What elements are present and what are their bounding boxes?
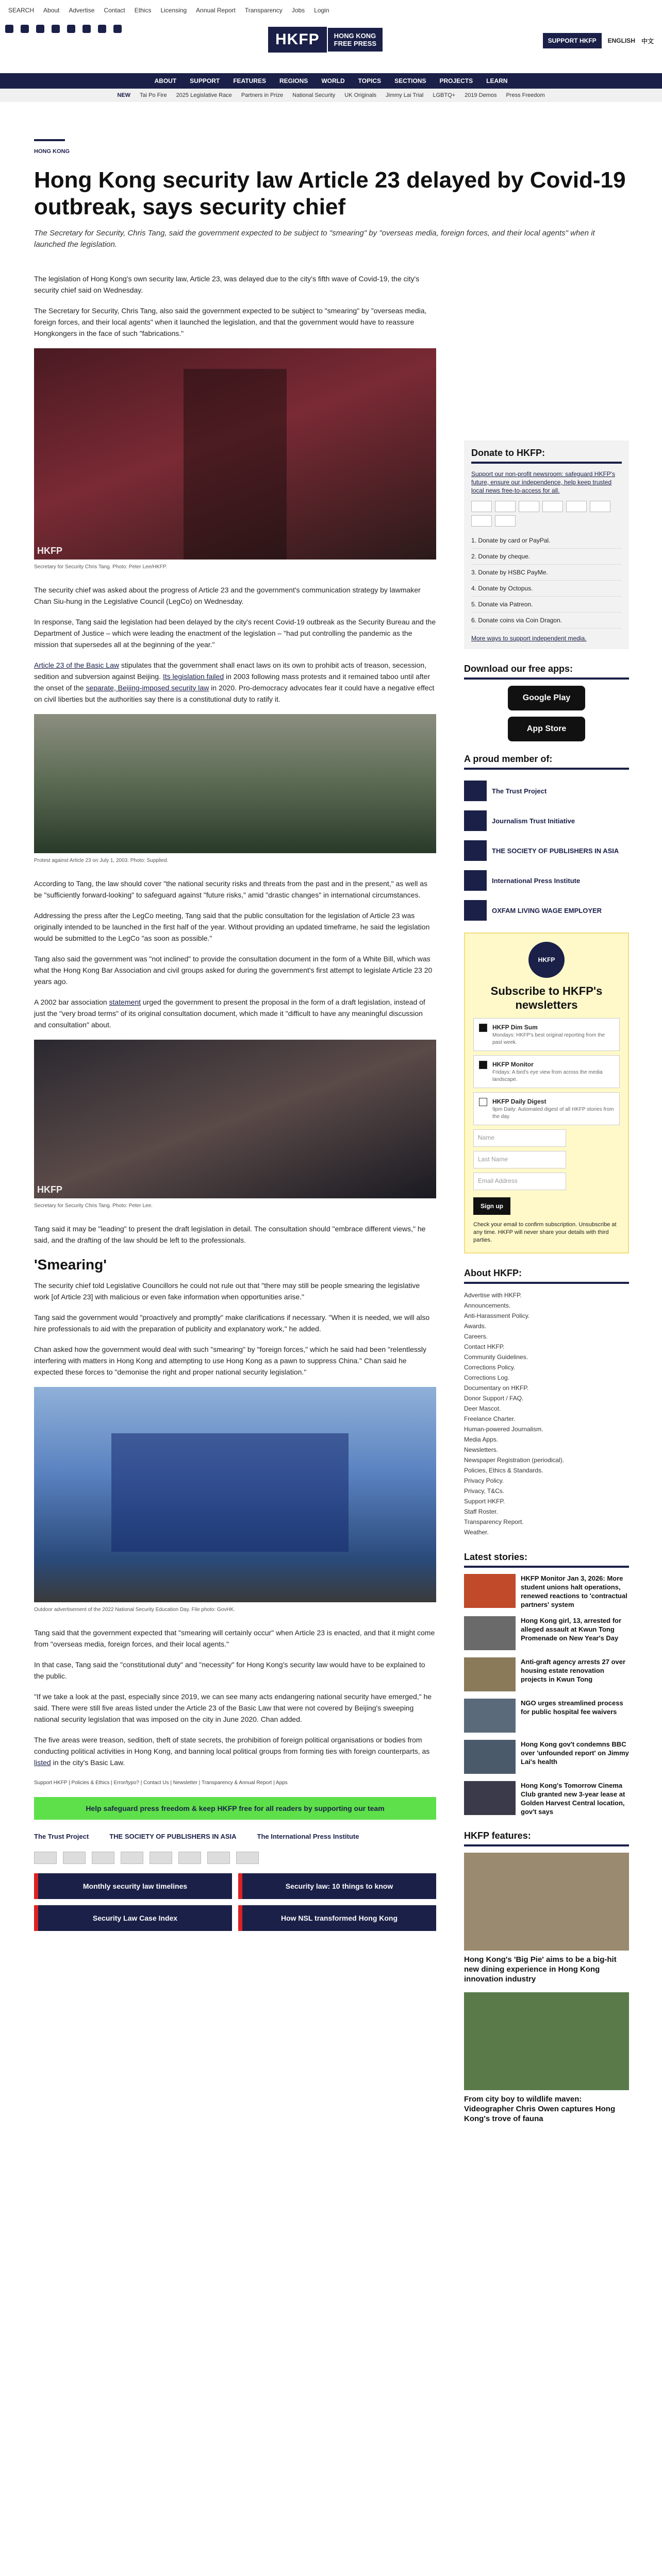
visa-icon[interactable] xyxy=(63,1852,86,1864)
top-link[interactable]: Contact xyxy=(104,7,125,14)
about-item[interactable]: Donor Support / FAQ. xyxy=(464,1395,524,1402)
latest-story[interactable] xyxy=(464,1616,629,1650)
btn-ten-things[interactable]: Security law: 10 things to know xyxy=(238,1873,436,1899)
lang-chinese[interactable]: 中文 xyxy=(641,37,654,45)
paragraph-text: The five areas were treason, sedition, theft of state secrets, the prohibition of foreign political organisations or bodies from conducting political activities in Hong Kong, and banning local political groups from forming ties with foreign counterparts, as xyxy=(34,1736,430,1755)
ipi-logo[interactable]: The International Press Institute xyxy=(257,1833,359,1840)
about-item[interactable]: Careers. xyxy=(464,1333,488,1340)
logo-mark: HKFP xyxy=(268,27,327,53)
member-logo[interactable] xyxy=(464,866,629,895)
about-item[interactable]: Media Apps. xyxy=(464,1436,499,1443)
top-link[interactable]: Licensing xyxy=(160,7,187,14)
payme-icon[interactable] xyxy=(150,1852,172,1864)
photo-caption: Outdoor advertisement of the 2022 National Security Education Day. File photo: GovHK. xyxy=(34,1607,236,1613)
nav-item[interactable]: FEATURES xyxy=(233,77,266,84)
photo-billboard xyxy=(34,1387,436,1602)
paragraph: The legislation of Hong Kong's own security law, Article 23, was delayed due to the city's fifth wave of Covid-19, the city's security chief said on Wednesday. xyxy=(34,275,420,294)
features-title: HKFP features: xyxy=(464,1831,629,1846)
donate-item[interactable]: 5. Donate via Patreon. xyxy=(471,597,622,613)
sidebar xyxy=(464,440,629,2132)
photo-caption: Protest against Article 23 on July 1, 2003. Photo: Supplied. xyxy=(34,858,169,863)
nav-item[interactable]: LEARN xyxy=(486,77,508,84)
subnav-item[interactable]: UK Originals xyxy=(344,92,377,98)
paypal-icon[interactable] xyxy=(542,501,563,512)
latest-story[interactable] xyxy=(464,1740,629,1774)
paragraph: Chan asked how the government would deal with such "smearing" by "foreign forces," which he said had been "relentlessly interfering with matters in Hong Kong and attempting to use Hong Kong as a pawn to suppress China." Chan said he expected these forces to "demonise the right and proper national security legislation." xyxy=(34,1345,427,1376)
about-item[interactable]: Corrections Policy. xyxy=(464,1364,516,1371)
story-thumbnail[interactable] xyxy=(464,1781,516,1815)
paragraph xyxy=(34,659,436,705)
article-body xyxy=(34,273,436,1931)
instagram-icon[interactable] xyxy=(36,25,44,33)
nav-item[interactable]: PROJECTS xyxy=(439,77,473,84)
feature-image[interactable] xyxy=(464,1992,629,2090)
story-thumbnail[interactable] xyxy=(464,1616,516,1650)
about-item[interactable]: Announcements. xyxy=(464,1302,511,1309)
jti-icon xyxy=(464,810,487,831)
member-name: THE SOCIETY OF PUBLISHERS IN ASIA xyxy=(492,846,619,855)
newsletter-option[interactable] xyxy=(473,1018,620,1051)
top-link[interactable]: Transparency xyxy=(244,7,283,14)
latest-story[interactable] xyxy=(464,1781,629,1816)
paragraph: Tang said the government would "proactively and promptly" make clarifications if necessary. "When it is needed, we will also hire professionals to aid with the preparation of publicity and explanatory work," he added. xyxy=(34,1313,430,1333)
feature-story[interactable] xyxy=(464,1853,629,1984)
mastercard-icon[interactable] xyxy=(34,1852,57,1864)
about-item[interactable]: Transparency Report. xyxy=(464,1518,524,1526)
subnav-item[interactable]: 2019 Demos xyxy=(465,92,497,98)
new-badge: NEW xyxy=(117,92,130,98)
about-item[interactable]: Staff Roster. xyxy=(464,1508,498,1515)
signup-button[interactable]: Sign up xyxy=(473,1197,510,1215)
member-logo[interactable] xyxy=(464,776,629,806)
email-input[interactable]: Email Address xyxy=(473,1173,566,1190)
newsletter-option-text xyxy=(492,1098,614,1120)
about-title: About HKFP: xyxy=(464,1268,629,1284)
story-thumbnail[interactable] xyxy=(464,1574,516,1608)
name-input[interactable]: Name xyxy=(473,1129,566,1147)
oxfam-icon xyxy=(464,900,487,921)
feature-title[interactable]: Hong Kong's 'Big Pie' aims to be a big-hit new dining experience in Hong Kong innovation industry xyxy=(464,1955,617,1984)
nav-item[interactable]: SUPPORT xyxy=(190,77,220,84)
youtube-icon[interactable] xyxy=(82,25,91,33)
newsletter-option[interactable] xyxy=(473,1055,620,1088)
patreon-icon[interactable] xyxy=(471,515,492,527)
about-item[interactable]: Contact HKFP. xyxy=(464,1343,505,1350)
top-link[interactable]: Login xyxy=(314,7,329,14)
photo-press-scrum xyxy=(34,1040,436,1198)
donate-intro[interactable]: Support our non-profit newsroom: safeguard HKFP's future, ensure our independence, help keep trusted local news free-to-access for all. xyxy=(471,470,616,494)
member-name: OXFAM LIVING WAGE EMPLOYER xyxy=(492,906,602,914)
x-icon[interactable] xyxy=(21,25,29,33)
paragraph-text: in the city's Basic Law. xyxy=(51,1758,125,1767)
about-item[interactable]: Corrections Log. xyxy=(464,1374,510,1381)
photo-caption: Secretary for Security Chris Tang. Photo: Peter Lee/HKFP. xyxy=(34,564,168,570)
donate-item[interactable]: 6. Donate coins via Coin Dragon. xyxy=(471,613,622,629)
rss-icon[interactable] xyxy=(113,25,122,33)
story-title[interactable]: Hong Kong girl, 13, arrested for alleged assault at Kwun Tong Promenade on New Year's Day xyxy=(521,1617,622,1642)
photo-chris-tang xyxy=(34,348,436,560)
about-item[interactable]: Privacy, T&Cs. xyxy=(464,1487,505,1495)
about-item[interactable]: Advertise with HKFP. xyxy=(464,1292,522,1299)
feature-image[interactable] xyxy=(464,1853,629,1951)
checkbox[interactable] xyxy=(479,1098,487,1106)
story-title[interactable]: Hong Kong's Tomorrow Cinema Club granted new 3-year lease at Golden Harvest Central location, gov't says xyxy=(521,1782,625,1816)
octopus-icon[interactable] xyxy=(590,501,610,512)
about-item[interactable]: Newspaper Registration (periodical). xyxy=(464,1456,565,1464)
article-header xyxy=(34,139,632,250)
story-title[interactable]: Hong Kong gov't condemns BBC over 'unfounded report' on Jimmy Lai's health xyxy=(521,1740,629,1766)
nav-item[interactable]: ABOUT xyxy=(154,77,177,84)
subnav-item[interactable]: Press Freedom xyxy=(506,92,545,98)
paragraph xyxy=(34,1734,436,1768)
nav-item[interactable]: REGIONS xyxy=(279,77,308,84)
newsletter-desc: Fridays: A bird's eye view from across the media landscape. xyxy=(492,1070,603,1082)
donate-item[interactable]: 2. Donate by cheque. xyxy=(471,549,622,565)
article-category[interactable]: HONG KONG xyxy=(34,148,70,155)
newsletter-name: HKFP Daily Digest xyxy=(492,1098,547,1105)
top-link[interactable]: Jobs xyxy=(291,7,305,14)
paragraph: The security chief was asked about the progress of Article 23 and the government's communication strategy by lawmaker Chan Siu-hung in the Legislative Council (LegCo) on Wednesday. xyxy=(34,586,421,605)
top-link[interactable]: About xyxy=(43,7,60,14)
about-item[interactable]: Freelance Charter. xyxy=(464,1415,516,1422)
link-statement[interactable]: statement xyxy=(109,998,141,1006)
logo-line: FREE PRESS xyxy=(334,40,377,47)
last-name-input[interactable]: Last Name xyxy=(473,1151,566,1168)
spa-icon xyxy=(464,840,487,861)
visa-icon[interactable] xyxy=(495,501,516,512)
newsletter-name: HKFP Dim Sum xyxy=(492,1024,538,1031)
paragraph-text: stipulates that the government shall enact laws on its own to prohibit acts of treason, secession, sedition and subversion against Beijing. xyxy=(34,661,427,681)
paragraph-text: A 2002 bar association xyxy=(34,998,109,1006)
latest-story[interactable] xyxy=(464,1574,629,1609)
patreon-icon[interactable] xyxy=(207,1852,230,1864)
newsletter-desc: Mondays: HKFP's best original reporting from the past week. xyxy=(492,1032,605,1045)
security-law-buttons xyxy=(34,1873,436,1931)
paragraph xyxy=(34,996,436,1030)
paragraph-text: in 2003 following mass protests and it remained taboo until after the onset of the xyxy=(34,672,431,692)
support-button[interactable]: SUPPORT HKFP xyxy=(543,33,602,48)
member-logo[interactable] xyxy=(464,836,629,866)
facebook-icon[interactable] xyxy=(5,25,13,33)
article-title: Hong Kong security law Article 23 delayed by Covid-19 outbreak, says security chief xyxy=(34,167,626,219)
hkfp-watermark: HKFP xyxy=(37,546,62,556)
trust-logos xyxy=(34,1831,436,1842)
main-nav xyxy=(0,73,662,89)
subnav-item[interactable]: Jimmy Lai Trial xyxy=(386,92,424,98)
top-link[interactable]: SEARCH xyxy=(8,7,35,14)
newsletter-badge: HKFP xyxy=(528,942,565,978)
nav-item[interactable]: WORLD xyxy=(321,77,345,84)
amex-icon[interactable] xyxy=(92,1852,114,1864)
member-logo[interactable] xyxy=(464,806,629,836)
about-item[interactable]: Human-powered Journalism. xyxy=(464,1426,543,1433)
donate-item[interactable]: 4. Donate by Octopus. xyxy=(471,581,622,597)
subnav-item[interactable]: LGBTQ+ xyxy=(433,92,456,98)
story-title[interactable]: NGO urges streamlined process for public hospital fee waivers xyxy=(521,1699,623,1716)
paragraph-text: in 2020. Pro-democracy advocates fear it could have a negative effect on civil liberties but the authorities say there is a constitutional duty to ratify it. xyxy=(34,684,435,703)
category-rule xyxy=(34,139,65,141)
about-item[interactable]: Support HKFP. xyxy=(464,1498,505,1505)
top-link[interactable]: Advertise xyxy=(69,7,95,14)
article-footer-links[interactable]: Support HKFP | Policies & Ethics | Error/typo? | Contact Us | Newsletter | Transparency & Annual Report | Apps xyxy=(34,1780,288,1786)
bitcoin-icon[interactable] xyxy=(495,515,516,527)
feature-title[interactable]: From city boy to wildlife maven: Videographer Chris Owen captures Hong Kong's trove of fauna xyxy=(464,2095,616,2123)
paragraph: Tang also said the government was "not inclined" to provide the consultation document in the form of a White Bill, which was what the Hong Kong Bar Association and civil groups asked for during the government's first attempt to legislate Article 23 20 years ago. xyxy=(34,955,433,986)
about-item[interactable]: Privacy Policy. xyxy=(464,1477,504,1484)
paragraph-text: urged the government to present the proposal in the form of a draft legislation, instead of just the "very broad terms" of its original consultation document, which made it "difficult to have any meaningful discussion and consultation" about. xyxy=(34,998,425,1029)
hkfp-watermark: HKFP xyxy=(37,1184,62,1195)
member-logo[interactable] xyxy=(464,895,629,925)
paragraph: Tang said that the government expected that "smearing will certainly occur" when Article 23 is enacted, and that it might come from "overseas media, foreign forces, and their local agents." xyxy=(34,1629,435,1648)
newsletter-title: Subscribe to HKFP's newsletters xyxy=(490,985,603,1011)
header-actions xyxy=(543,33,654,48)
link-legislation-failed[interactable]: Its legislation failed xyxy=(162,672,224,681)
donate-cards xyxy=(471,501,622,527)
payme-icon[interactable] xyxy=(566,501,587,512)
donate-box xyxy=(464,440,629,649)
photo-caption: Secretary for Security Chris Tang. Photo: Peter Lee. xyxy=(34,1203,153,1209)
checkbox-checked[interactable] xyxy=(479,1061,487,1069)
nav-item[interactable]: TOPICS xyxy=(358,77,382,84)
story-title[interactable]: HKFP Monitor Jan 3, 2026: More student unions halt operations, renewed reactions to 'contractual partners' system xyxy=(521,1574,627,1608)
member-title: A proud member of: xyxy=(464,754,629,770)
subnav-item[interactable]: 2025 Legislative Race xyxy=(176,92,232,98)
newsletter-option[interactable] xyxy=(473,1092,620,1125)
telegram-icon[interactable] xyxy=(67,25,75,33)
link-security-law[interactable]: separate, Beijing-imposed security law xyxy=(86,684,209,692)
trust-project-logo[interactable]: The Trust Project xyxy=(34,1833,89,1840)
trust-project-icon xyxy=(464,781,487,801)
subnav-item[interactable]: Tai Po Fire xyxy=(139,92,167,98)
member-name: International Press Institute xyxy=(492,876,581,885)
photo-protest-2003 xyxy=(34,714,436,853)
about-item[interactable]: Community Guidelines. xyxy=(464,1353,528,1361)
paragraph: The Secretary for Security, Chris Tang, also said the government expected to be subject to "smearing" by "overseas media, foreign forces, and their local agents" when it launched the legislation, and that the government would have to reassure Hongkongers in the face of such "fabrications." xyxy=(34,307,427,337)
checkbox-checked[interactable] xyxy=(479,1024,487,1032)
newsletter-note: Check your email to confirm subscription. Unsubscribe at any time. HKFP will never share your details with third parties. xyxy=(473,1222,617,1243)
site-logo[interactable] xyxy=(268,27,383,53)
ipi-icon xyxy=(464,870,487,891)
google-play-button[interactable]: Google Play xyxy=(508,686,585,710)
bitcoin-icon[interactable] xyxy=(236,1852,259,1864)
paragraph: In response, Tang said the legislation had been delayed by the city's recent Covid-19 outbreak as the Security Bureau and the Department of Justice – which were leading the enactment of the legislation – "had put controlling the pandemic as the mission that supersedes all at the beginning of the year." xyxy=(34,618,436,649)
btn-timelines[interactable]: Monthly security law timelines xyxy=(34,1873,232,1899)
about-item[interactable]: Awards. xyxy=(464,1323,487,1330)
more-ways-link[interactable]: More ways to support independent media. xyxy=(471,635,587,642)
subnav-item[interactable]: Partners in Prize xyxy=(241,92,284,98)
latest-story[interactable] xyxy=(464,1699,629,1733)
newsletter-option-text xyxy=(492,1024,614,1045)
about-item[interactable]: Documentary on HKFP. xyxy=(464,1384,529,1392)
paragraph: According to Tang, the law should cover "the national security risks and threats from the past and in the present," as well as be "sufficiently forward-looking" to safeguard against "future risks," amid "drastic changes" in international circumstances. xyxy=(34,879,427,899)
mastercard-icon[interactable] xyxy=(471,501,492,512)
paragraph: Tang said it may be "leading" to present the draft legislation in detail. The consultation should "embrace different views," he said, and the drafting of the law should be left to the professionals. xyxy=(34,1225,426,1244)
app-store-button[interactable]: App Store xyxy=(508,717,585,741)
lang-english[interactable]: ENGLISH xyxy=(607,37,635,44)
top-link[interactable]: Annual Report xyxy=(196,7,236,14)
story-thumbnail[interactable] xyxy=(464,1699,516,1733)
btn-case-index[interactable]: Security Law Case Index xyxy=(34,1905,232,1931)
about-list xyxy=(464,1290,629,1537)
social-icons xyxy=(5,25,122,33)
donate-item[interactable]: 3. Donate by HSBC PayMe. xyxy=(471,565,622,581)
story-thumbnail[interactable] xyxy=(464,1740,516,1774)
paragraph: In that case, Tang said the "constitutional duty" and "necessity" for Hong Kong's security law would have to be explained to the public. xyxy=(34,1660,425,1680)
newsletter-desc: 9pm Daily: Automated digest of all HKFP stories from the day. xyxy=(492,1107,614,1120)
apps-title: Download our free apps: xyxy=(464,664,629,680)
donate-title: Donate to HKFP: xyxy=(471,448,622,464)
donate-list xyxy=(471,533,622,629)
story-title[interactable]: Anti-graft agency arrests 27 over housing estate renovation projects in Kwun Tong xyxy=(521,1658,626,1683)
paypal-icon[interactable] xyxy=(121,1852,143,1864)
threads-icon[interactable] xyxy=(52,25,60,33)
subnav-item[interactable]: National Security xyxy=(292,92,336,98)
spa-logo[interactable]: THE SOCIETY OF PUBLISHERS IN ASIA xyxy=(109,1833,237,1840)
newsletter-option-text xyxy=(492,1061,614,1082)
latest-title: Latest stories: xyxy=(464,1552,629,1568)
paragraph: Addressing the press after the LegCo meeting, Tang said that the public consultation for the legislation of Article 23 was originally intended to be launched in the first half of the year. Without providing an updated timeframe, he said the legislation would be submitted to the LegCo "as soon as possible." xyxy=(34,911,430,942)
sub-nav xyxy=(0,89,662,102)
donate-item[interactable]: 1. Donate by card or PayPal. xyxy=(471,533,622,549)
feature-story[interactable] xyxy=(464,1992,629,2124)
about-item[interactable]: Policies, Ethics & Standards. xyxy=(464,1467,543,1474)
section-heading: 'Smearing' xyxy=(34,1257,107,1273)
article-subtitle: The Secretary for Security, Chris Tang, said the government expected to be subject to "smearing" by "overseas media, foreign forces, and their local agents" when it launched the legislation. xyxy=(34,229,595,249)
nav-item[interactable]: SECTIONS xyxy=(394,77,426,84)
top-strip xyxy=(0,0,662,21)
logo-line: HONG KONG xyxy=(334,32,376,40)
btn-nsl-transformed[interactable]: How NSL transformed Hong Kong xyxy=(238,1905,436,1931)
about-item[interactable]: Weather. xyxy=(464,1529,489,1536)
support-banner[interactable]: Help safeguard press freedom & keep HKFP free for all readers by supporting our team xyxy=(34,1797,436,1820)
about-item[interactable]: Newsletters. xyxy=(464,1446,499,1453)
about-item[interactable]: Deer Mascot. xyxy=(464,1405,501,1412)
story-thumbnail[interactable] xyxy=(464,1657,516,1691)
about-item[interactable]: Anti-Harassment Policy. xyxy=(464,1312,530,1319)
amex-icon[interactable] xyxy=(519,501,539,512)
link-listed[interactable]: listed xyxy=(34,1758,51,1767)
top-link[interactable]: Ethics xyxy=(134,7,152,14)
payment-icons xyxy=(34,1852,436,1864)
paragraph: The security chief told Legislative Councillors he could not rule out that "there may still be people smearing the legislative work [of Article 23] with malicious or even fake information when opportunities arise." xyxy=(34,1281,420,1301)
member-name: The Trust Project xyxy=(492,787,547,795)
logo-text xyxy=(327,28,383,52)
octopus-icon[interactable] xyxy=(178,1852,201,1864)
mail-icon[interactable] xyxy=(98,25,106,33)
member-name: Journalism Trust Initiative xyxy=(492,817,575,825)
newsletter-name: HKFP Monitor xyxy=(492,1061,534,1068)
latest-story[interactable] xyxy=(464,1657,629,1691)
newsletter-box xyxy=(464,933,629,1253)
link-article-23[interactable]: Article 23 of the Basic Law xyxy=(34,661,119,669)
paragraph: "If we take a look at the past, especially since 2019, we can see many acts endangering national security have emerged," he said. There were still five areas listed under the Article 23 of the Basic Law that were not covered by Beijing's sweeping national security legislation that was imposed on the city in June 2020. Chan added. xyxy=(34,1692,432,1723)
